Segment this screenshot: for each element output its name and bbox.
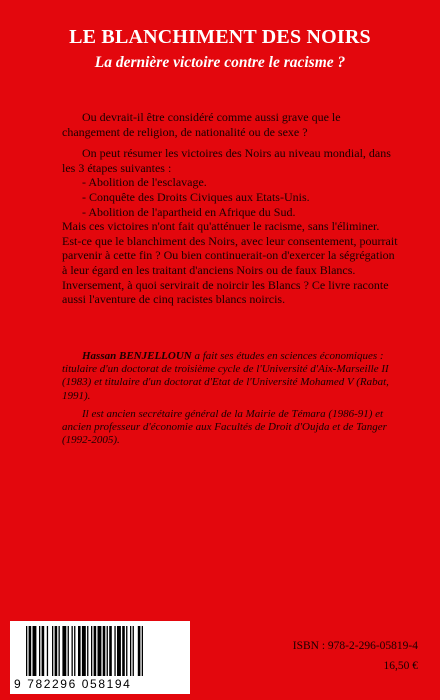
back-cover-blurb — [62, 110, 398, 307]
book-subtitle: La dernière victoire contre le racisme ? — [94, 54, 346, 71]
blurb-paragraph-1: Ou devrait-il être considéré comme aussi grave que le changement de religion, de nationalité ou de sexe ? — [62, 110, 341, 139]
author-name: Hassan BENJELLOUN — [82, 350, 192, 362]
list-item: - Abolition de l'esclavage. — [82, 175, 207, 190]
author-bio-paragraph-1 — [62, 350, 398, 403]
barcode-bars — [10, 621, 190, 679]
blurb-paragraph-2: On peut résumer les victoires des Noirs au niveau mondial, dans les 3 étapes suivantes : — [62, 146, 391, 175]
author-bio-paragraph-2: Il est ancien secrétaire général de la Mairie de Témara (1986-91) et ancien professeur d'économie aux Facultés de Droit d'Oujda et de Tanger (1992-2005). — [62, 407, 387, 447]
barcode-digits: 9 782296 058194 — [14, 677, 132, 691]
blurb-paragraph-3: Mais ces victoires n'ont fait qu'atténuer le racisme, sans l'éliminer. Est-ce que le blanchiment des Noirs, avec leur consentement, pourrait parvenir à cette fin ? Ou bien continuerait-on d'exercer la ségrégation à leur égard en les traitant d'anciens Noirs ou de faux Blancs. Inversement, à quoi servirait de noircir les Blancs ? Ce livre raconte aussi l'aventure de cinq racistes blancs noircis. — [62, 219, 398, 307]
author-bio-text-1: a fait ses études en sciences économiques : titulaire d'un doctorat de troisième cycle de l'Université d'Aix-Marseille II (1983) et titulaire d'un doctorat d'Etat de l'Université Mohamed V (Rabat, 1991). — [62, 350, 389, 402]
price: 16,50 € — [383, 660, 418, 672]
book-title: LE BLANCHIMENT DES NOIRS — [69, 26, 371, 48]
author-bio — [62, 350, 398, 447]
isbn: ISBN : 978-2-296-05819-4 — [292, 640, 418, 652]
barcode — [10, 621, 190, 694]
steps-list — [62, 175, 398, 219]
list-item: - Conquête des Droits Civiques aux Etats-Unis. — [82, 189, 310, 204]
list-item: - Abolition de l'apartheid en Afrique du Sud. — [82, 204, 296, 219]
